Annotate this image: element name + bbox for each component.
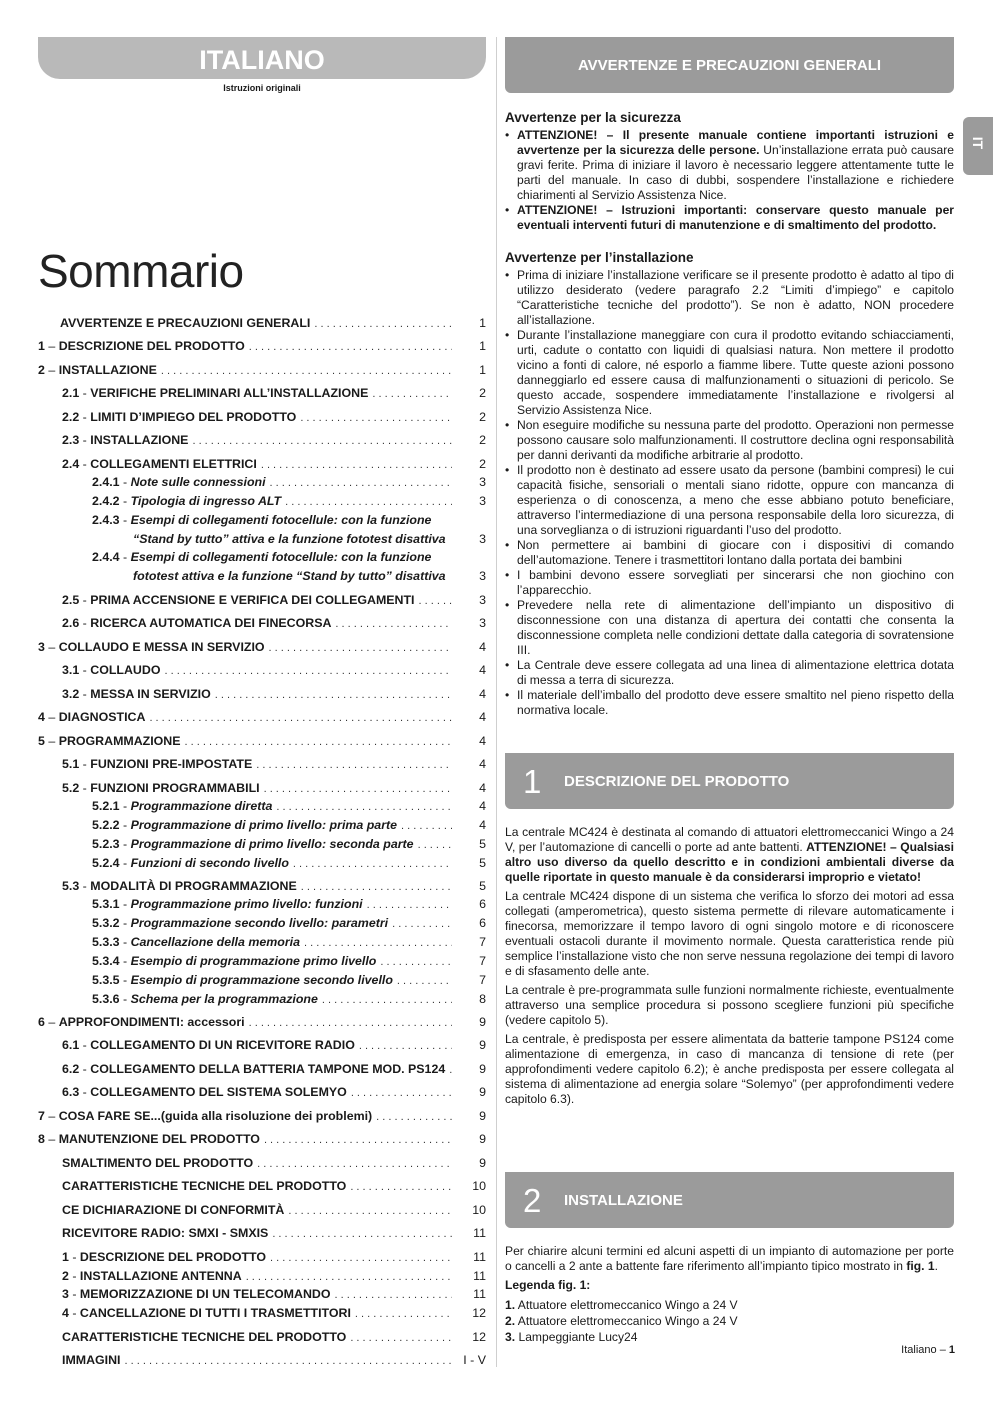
toc-entry[interactable] <box>92 992 486 1006</box>
toc-entry-label: 5.3.3 - Cancellazione della memoria <box>92 935 300 949</box>
toc-entry-label: 3 - MEMORIZZAZIONE DI UN TELECOMANDO <box>62 1287 331 1301</box>
toc-leader-dots <box>449 1064 452 1076</box>
toc-leader-dots <box>264 1134 452 1146</box>
safety-item: • ATTENZIONE! – Il presente manuale contiene importanti istruzioni e avvertenze per la sicurezza delle persone. Un’installazione errata può causare gravi ferite. Prima di iniziare il lavoro è necessario leggere attentamente tutte le parti del manuale. In caso di dubbi, sospendere l’installazione e richiedere chiarimenti al Servizio Assistenza Nice. <box>505 128 954 203</box>
toc-leader-dots <box>359 1040 452 1052</box>
toc-page-number: 5 <box>479 856 486 870</box>
toc-leader-dots <box>293 858 452 870</box>
toc-entry[interactable] <box>62 616 486 630</box>
toc-page-number: 4 <box>479 640 486 654</box>
toc-leader-dots <box>161 365 452 377</box>
toc-entry[interactable] <box>38 734 486 748</box>
toc-leader-dots <box>314 318 452 330</box>
toc-entry[interactable] <box>62 1269 486 1283</box>
toc-entry-label: fototest attiva e la funzione “Stand by tutto” disattiva <box>133 569 446 583</box>
toc-entry[interactable] <box>38 710 486 724</box>
toc-entry-label: 3 – COLLAUDO E MESSA IN SERVIZIO <box>38 640 265 654</box>
install-warning-item: • Il prodotto non è destinato ad essere usato da persone (bambini compresi) le cui capacità fisiche, sensoriali o mentali siano ridotte, oppure con mancanza di esperienza o di conoscenza, a meno che esse abbiano potuto beneficiare, attraverso l’intermediazione di una persona responsabile della loro sicurezza, di una sorveglianza o di istruzioni riguardanti l’uso del prodotto. <box>505 463 954 538</box>
toc-page-number: 9 <box>479 1038 486 1052</box>
toc-entry[interactable] <box>62 879 486 893</box>
toc-page-number: 1 <box>479 316 486 330</box>
toc-entry-label: 6.3 - COLLEGAMENTO DEL SISTEMA SOLEMYO <box>62 1085 347 1099</box>
toc-entry-label: 5.2.2 - Programmazione di primo livello: prima parte <box>92 818 398 832</box>
toc-leader-dots <box>372 388 452 400</box>
toc-page-number: 7 <box>479 935 486 949</box>
toc-entry[interactable] <box>62 1226 486 1240</box>
toc-entry[interactable] <box>92 475 486 489</box>
toc-title: Sommario <box>38 245 244 297</box>
warnings-banner <box>505 37 954 93</box>
toc-page-number: 11 <box>473 1287 486 1301</box>
toc-entry[interactable] <box>92 513 486 527</box>
paragraph: La centrale MC424 dispone di un sistema che verifica lo sforzo dei motori ad essa collegati (amperometrica), questo sistema permette di rilevare automaticamente i finecorsa, memorizzare il tempo lavoro di ogni singolo motore e di riconoscere eventuali ostacoli durante il movimento normale. Questa caratteristica rende più semplice l’installazione visto che non serve nessuna regolazione dei tempi di lavoro e di sfasamento delle ante. <box>505 889 954 978</box>
toc-leader-dots <box>401 820 452 832</box>
toc-page-number: 4 <box>479 663 486 677</box>
toc-leader-dots <box>418 839 452 851</box>
section-2-body <box>505 1244 954 1345</box>
toc-entry[interactable] <box>92 550 486 564</box>
toc-entry-label: 3.2 - MESSA IN SERVIZIO <box>62 687 211 701</box>
toc-page-number: 2 <box>479 457 486 471</box>
toc-entry-label: IMMAGINI <box>62 1353 121 1367</box>
safety-warnings <box>505 110 954 233</box>
column-divider <box>496 37 497 1367</box>
toc-entry-label: 5.3.2 - Programmazione secondo livello: parametri <box>92 916 389 930</box>
language-side-tab-label: IT <box>970 136 986 150</box>
toc-entry[interactable] <box>62 757 486 771</box>
install-warnings-title: Avvertenze per l’installazione <box>505 250 694 265</box>
toc-entry[interactable] <box>92 799 486 813</box>
toc-entry-label: 5.2.4 - Funzioni di secondo livello <box>92 856 289 870</box>
toc-entry-label: 8 – MANUTENZIONE DEL PRODOTTO <box>38 1132 260 1146</box>
toc-page-number: 1 <box>479 363 486 377</box>
section-2-number: 2 <box>523 1182 542 1219</box>
toc-entry[interactable] <box>62 1179 486 1193</box>
toc-entry[interactable] <box>62 1250 486 1264</box>
toc-page-number: 3 <box>479 494 486 508</box>
toc-entry[interactable] <box>92 856 486 870</box>
toc-entry[interactable] <box>62 410 486 424</box>
toc-entry-label: 2.6 - RICERCA AUTOMATICA DEI FINECORSA <box>62 616 332 630</box>
toc-page-number: 11 <box>473 1226 486 1240</box>
section-2-title: INSTALLAZIONE <box>564 1192 683 1209</box>
toc-entry-label: 2.4.3 - Esempi di collegamenti fotocellule: con la funzione <box>92 513 432 527</box>
toc-leader-dots <box>246 1271 452 1283</box>
toc-page-number: 5 <box>479 879 486 893</box>
toc-entry-label: 6.2 - COLLEGAMENTO DELLA BATTERIA TAMPONE MOD. PS124 <box>62 1062 446 1076</box>
toc-entry[interactable] <box>62 433 486 447</box>
toc-entry-continuation[interactable] <box>133 532 486 546</box>
installation-warnings <box>505 250 954 718</box>
toc-entry-label: 3.1 - COLLAUDO <box>62 663 161 677</box>
toc-entry-label: 5.1 - FUNZIONI PRE-IMPOSTATE <box>62 757 253 771</box>
toc-entry[interactable] <box>62 1062 486 1076</box>
toc-entry[interactable] <box>38 363 486 377</box>
paragraph: La centrale, è predisposta per essere alimentata da batterie tampone PS124 come alimentazione di emergenza, in caso di mancanza di tensione di rete (per approfondimenti vedere capitolo 6.2); è anche predisposta per essere collegata al sistema di alimentazione ad energia solare “Solemyo” (per approfondimenti vedere capitolo 6.3). <box>505 1032 954 1106</box>
toc-leader-dots <box>270 1252 452 1264</box>
language-side-tab <box>963 117 993 175</box>
toc-entry[interactable] <box>92 494 486 508</box>
toc-leader-dots <box>270 477 452 489</box>
toc-leader-dots <box>192 435 452 447</box>
legend-item: 3. Lampeggiante Lucy24 <box>505 1330 638 1344</box>
toc-entry[interactable] <box>62 593 486 607</box>
toc-page-number: 6 <box>479 897 486 911</box>
toc-entry[interactable] <box>92 897 486 911</box>
toc-entry[interactable] <box>60 316 486 330</box>
toc-entry-label: 4 – DIAGNOSTICA <box>38 710 146 724</box>
install-warning-item: • I bambini devono essere sorvegliati per sincerarsi che non giochino con l’apparecchio. <box>505 568 954 598</box>
toc-leader-dots <box>392 918 452 930</box>
toc-page-number: 2 <box>479 410 486 424</box>
toc-entry-label: 7 – COSA FARE SE...(guida alla risoluzione dei problemi) <box>38 1109 373 1123</box>
install-warning-item: • Non permettere ai bambini di giocare con i dispositivi di comando dell’automazione. Tenere i trasmettitori lontano dalla portata dei bambini <box>505 538 954 568</box>
toc-page-number: 12 <box>472 1330 486 1344</box>
toc-entry[interactable] <box>38 1015 486 1029</box>
toc-entry[interactable] <box>92 935 486 949</box>
toc-entry-label: RICEVITORE RADIO: SMXI - SMXIS <box>62 1226 269 1240</box>
toc-leader-dots <box>249 1017 452 1029</box>
toc-entry[interactable] <box>62 457 486 471</box>
toc-page-number: 2 <box>479 386 486 400</box>
toc-entry-label: SMALTIMENTO DEL PRODOTTO <box>62 1156 254 1170</box>
install-warning-item: • Durante l’installazione maneggiare con cura il prodotto evitando schiacciamenti, urti, cadute o contatto con liquidi di qualsiasi natura. Non mettere il prodotto vicino a fonti di calore, né esporlo a fiamme libere. Tutte queste azioni possono danneggiarlo ed essere causa di malfunzionamenti o situazioni di pericolo. Se questo accade, sospendere immediatamente l’installazione e rivolgersi al Servizio Assistenza Nice. <box>505 328 954 418</box>
legend-item: 2. Attuatore elettromeccanico Wingo a 24 V <box>505 1314 738 1328</box>
toc-entry-label: 5.3.5 - Esempio di programmazione secondo livello <box>92 973 393 987</box>
install-warning-item: • La Centrale deve essere collegata ad una linea di alimentazione elettrica dotata di messa a terra di sicurezza. <box>505 658 954 688</box>
toc-entry-label: 1 - DESCRIZIONE DEL PRODOTTO <box>62 1250 267 1264</box>
toc-page-number: 4 <box>479 757 486 771</box>
toc-page-number: 9 <box>479 1132 486 1146</box>
toc-entry-label: 5.3 - MODALITÀ DI PROGRAMMAZIONE <box>62 879 297 893</box>
toc-page-number: 10 <box>472 1203 486 1217</box>
warnings-banner-title: AVVERTENZE E PRECAUZIONI GENERALI <box>577 57 882 74</box>
toc-page-number: 4 <box>479 818 486 832</box>
install-warning-item: • Prevedere nella rete di alimentazione dell’impianto un dispositivo di disconnessione con una distanza di apertura dei contatti che consenta la disconnessione completa nelle condizioni dettate dalla categoria di sovratensione III. <box>505 598 954 658</box>
legend-item: 1. Attuatore elettromeccanico Wingo a 24 V <box>505 1298 738 1312</box>
toc-entry[interactable] <box>62 1330 486 1344</box>
toc-leader-dots <box>256 759 452 771</box>
toc-leader-dots <box>322 994 452 1006</box>
toc-leader-dots <box>355 1308 452 1320</box>
section-1-title: DESCRIZIONE DEL PRODOTTO <box>564 773 790 790</box>
install-warning-item: • Il materiale dell’imballo del prodotto deve essere smaltito nel pieno rispetto della normativa locale. <box>505 688 954 718</box>
toc-page-number: 9 <box>479 1015 486 1029</box>
section-1-banner <box>505 753 954 809</box>
page-footer: Italiano – 1 <box>901 1344 955 1356</box>
toc-entry-label: 2.4.1 - Note sulle connessioni <box>92 475 266 489</box>
toc-entry-label: 2 – INSTALLAZIONE <box>38 363 157 377</box>
toc-leader-dots <box>301 881 452 893</box>
toc-leader-dots <box>334 1289 452 1301</box>
toc-page-number: 11 <box>473 1269 486 1283</box>
toc-leader-dots <box>335 618 452 630</box>
toc-entry[interactable] <box>62 1038 486 1052</box>
toc-entry-label: 1 – DESCRIZIONE DEL PRODOTTO <box>38 339 245 353</box>
toc-page-number: 9 <box>479 1085 486 1099</box>
toc-leader-dots <box>269 642 452 654</box>
toc-entry-label: 2.5 - PRIMA ACCENSIONE E VERIFICA DEI COLLEGAMENTI <box>62 593 415 607</box>
section-1-body <box>505 825 954 1111</box>
toc-entry-label: 6.1 - COLLEGAMENTO DI UN RICEVITORE RADIO <box>62 1038 355 1052</box>
toc-page-number: I - V <box>463 1353 486 1367</box>
toc-page-number: 3 <box>479 616 486 630</box>
toc-leader-dots <box>419 595 453 607</box>
toc-leader-dots <box>125 1355 452 1367</box>
toc-page-number: 3 <box>479 475 486 489</box>
toc-entry[interactable] <box>92 973 486 987</box>
toc-entry-label: 4 - CANCELLAZIONE DI TUTTI I TRASMETTITORI <box>62 1306 351 1320</box>
original-instructions-note: Istruzioni originali <box>223 83 301 93</box>
toc-page-number: 4 <box>479 799 486 813</box>
toc-leader-dots <box>215 689 452 701</box>
toc-entry-label: “Stand by tutto” attiva e la funzione fototest disattiva <box>133 532 446 546</box>
toc-page-number: 11 <box>473 1250 486 1264</box>
language-banner: ITALIANO <box>38 37 486 79</box>
toc-entry-label: 2 - INSTALLAZIONE ANTENNA <box>62 1269 242 1283</box>
toc-leader-dots <box>304 937 452 949</box>
toc-entry[interactable] <box>62 1306 486 1320</box>
toc-entry-label: 2.1 - VERIFICHE PRELIMINARI ALL’INSTALLAZIONE <box>62 386 369 400</box>
toc-leader-dots <box>380 956 452 968</box>
toc-page-number: 9 <box>479 1109 486 1123</box>
legend-title: Legenda fig. 1: <box>505 1278 591 1292</box>
toc-entry-label: 5.3.6 - Schema per la programmazione <box>92 992 318 1006</box>
toc-page-number: 4 <box>479 734 486 748</box>
toc-page-number: 4 <box>479 781 486 795</box>
toc-leader-dots <box>397 975 452 987</box>
paragraph: La centrale è pre-programmata sulle funzioni normalmente richieste, eventualmente attraverso una semplice procedura si possono scegliere funzioni più specifiche (vedere capitolo 5). <box>505 983 954 1027</box>
toc-page-number: 9 <box>479 1156 486 1170</box>
toc-page-number: 3 <box>479 569 486 583</box>
toc-page-number: 9 <box>479 1062 486 1076</box>
install-warning-item: • Non eseguire modifiche su nessuna parte del prodotto. Operazioni non permesse possono causare solo malfunzionamenti. Il costruttore declina ogni responsabilità per danni derivanti da modifiche arbitrarie al prodotto. <box>505 418 954 463</box>
toc-page-number: 4 <box>479 710 486 724</box>
toc-entry-label: 2.2 - LIMITI D’IMPIEGO DEL PRODOTTO <box>62 410 297 424</box>
safety-item: • ATTENZIONE! – Istruzioni importanti: conservare questo manuale per eventuali interventi futuri di manutenzione e di smaltimento del prodotto. <box>505 203 954 233</box>
toc-entry-continuation[interactable] <box>133 569 486 583</box>
toc-leader-dots <box>376 1111 452 1123</box>
toc-entry[interactable] <box>62 1203 486 1217</box>
paragraph: La centrale MC424 è destinata al comando di attuatori elettromeccanici Wingo a 24 V, per l’automazione di cancelli o porte ad ante battenti. ATTENZIONE! – Qualsiasi altro uso diverso da quello descritto e in condizioni ambientali diverse da quelle riportate in questo manuale è da considerarsi improprio e vietato! <box>505 825 954 884</box>
toc-entry-label: 5.2 - FUNZIONI PROGRAMMABILI <box>62 781 260 795</box>
toc-entry[interactable] <box>38 339 486 353</box>
toc-page-number: 7 <box>479 954 486 968</box>
toc-entry[interactable] <box>62 386 486 400</box>
toc-entry-label: 5.2.1 - Programmazione diretta <box>92 799 273 813</box>
toc-entry[interactable] <box>92 818 486 832</box>
toc-entry-label: AVVERTENZE E PRECAUZIONI GENERALI <box>60 316 311 330</box>
toc-leader-dots <box>249 341 452 353</box>
toc-entry-label: 2.4 - COLLEGAMENTI ELETTRICI <box>62 457 257 471</box>
toc-leader-dots <box>264 783 452 795</box>
toc-leader-dots <box>350 1181 452 1193</box>
toc-leader-dots <box>164 665 452 677</box>
toc-entry[interactable] <box>38 640 486 654</box>
toc-entry-label: CARATTERISTICHE TECNICHE DEL PRODOTTO <box>62 1330 347 1344</box>
install-warning-item: • Prima di iniziare l’installazione verificare se il presente prodotto è adatto al tipo di utilizzo desiderato (vedere paragrafo 2.2 “Limiti d’impiego” e capitolo “Caratteristiche tecniche del prodotto”). Se non è adatto, NON procedere all’istallazione. <box>505 268 954 328</box>
toc-page-number: 4 <box>479 687 486 701</box>
toc-entry-label: CARATTERISTICHE TECNICHE DEL PRODOTTO <box>62 1179 347 1193</box>
toc-entry-label: 5 – PROGRAMMAZIONE <box>38 734 181 748</box>
toc-entry[interactable] <box>62 687 486 701</box>
toc-entry-label: CE DICHIARAZIONE DI CONFORMITÀ <box>62 1203 285 1217</box>
toc-page-number: 3 <box>479 532 486 546</box>
toc-leader-dots <box>261 459 452 471</box>
toc-page-number: 8 <box>479 992 486 1006</box>
toc-leader-dots <box>185 736 452 748</box>
toc-entry-label: 2.4.4 - Esempi di collegamenti fotocellule: con la funzione <box>92 550 432 564</box>
toc-entry[interactable] <box>62 781 486 795</box>
section-2-banner <box>505 1172 954 1228</box>
toc-entry-label: 2.4.2 - Tipologia di ingresso ALT <box>92 494 282 508</box>
toc-leader-dots <box>367 899 452 911</box>
toc-page-number: 12 <box>472 1306 486 1320</box>
toc-page-number: 10 <box>472 1179 486 1193</box>
toc-entry-label: 5.3.4 - Esempio di programmazione primo livello <box>92 954 377 968</box>
toc-entry[interactable] <box>62 1156 486 1170</box>
toc-leader-dots <box>276 801 452 813</box>
toc-entry[interactable] <box>62 1353 486 1367</box>
toc-entry-label: 5.3.1 - Programmazione primo livello: funzioni <box>92 897 363 911</box>
paragraph: Per chiarire alcuni termini ed alcuni aspetti di un impianto di automazione per porte o cancelli a 2 ante a battente fare riferimento all’impianto tipico mostrato in fig. 1. <box>505 1244 954 1273</box>
toc-leader-dots <box>300 412 452 424</box>
toc-page-number: 6 <box>479 916 486 930</box>
toc-page-number: 2 <box>479 433 486 447</box>
toc-entry[interactable] <box>62 663 486 677</box>
toc-entry[interactable] <box>92 837 486 851</box>
toc-page-number: 3 <box>479 593 486 607</box>
toc-entry[interactable] <box>92 954 486 968</box>
section-1-number: 1 <box>523 763 542 800</box>
toc-leader-dots <box>351 1087 452 1099</box>
toc-leader-dots <box>288 1205 452 1217</box>
toc-page-number: 1 <box>479 339 486 353</box>
toc-entry[interactable] <box>38 1132 486 1146</box>
toc-entry[interactable] <box>62 1287 486 1301</box>
toc-entry[interactable] <box>92 916 486 930</box>
toc-entry-label: 2.3 - INSTALLAZIONE <box>62 433 189 447</box>
toc-leader-dots <box>272 1228 452 1240</box>
toc-page-number: 7 <box>479 973 486 987</box>
toc-page-number: 5 <box>479 837 486 851</box>
toc-leader-dots <box>285 496 452 508</box>
toc-entry[interactable] <box>38 1109 486 1123</box>
toc-entry-label: 6 – APPROFONDIMENTI: accessori <box>38 1015 245 1029</box>
toc-entry-label: 5.2.3 - Programmazione di primo livello: seconda parte <box>92 837 414 851</box>
toc-entry[interactable] <box>62 1085 486 1099</box>
safety-title: Avvertenze per la sicurezza <box>505 110 681 125</box>
toc-leader-dots <box>257 1158 452 1170</box>
toc-leader-dots <box>149 712 452 724</box>
toc-leader-dots <box>350 1332 452 1344</box>
